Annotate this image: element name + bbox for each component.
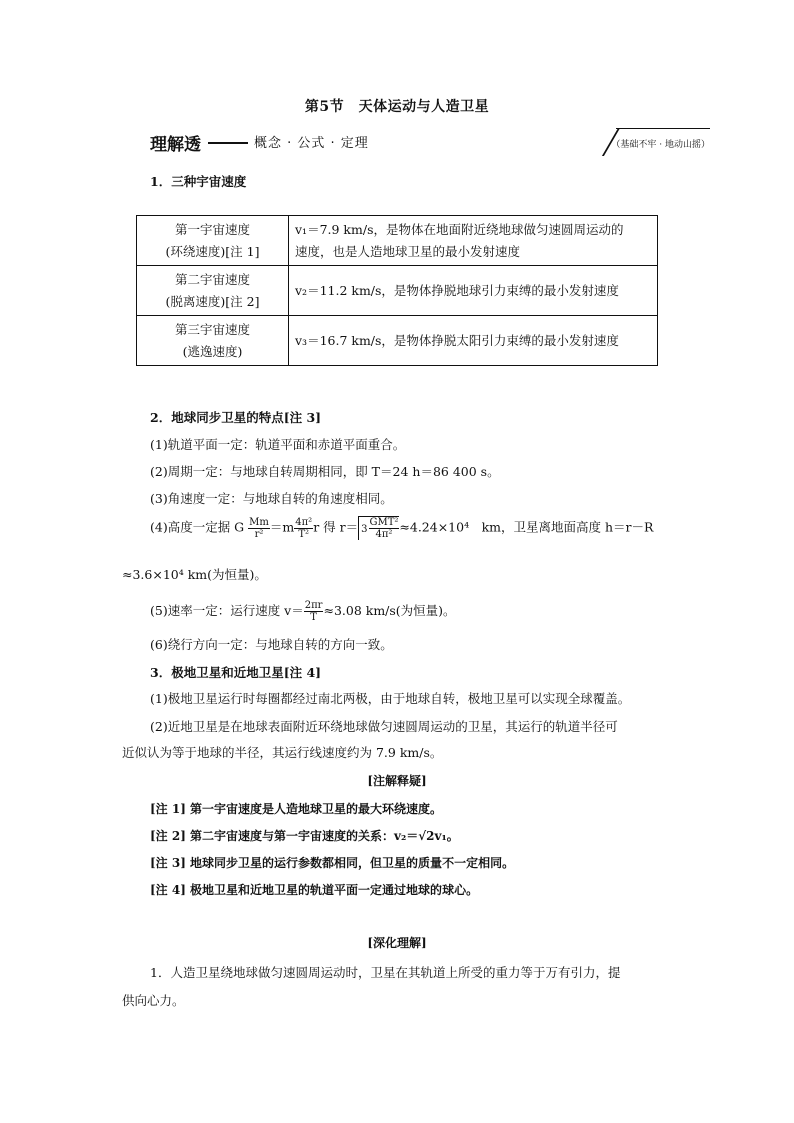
section-1-heading: 1．三种宇宙速度 <box>150 174 247 189</box>
item-text: (4)高度一定据 G <box>150 519 245 535</box>
fraction-gmt2-4pi2 <box>369 517 400 540</box>
s2-item-1: (1)轨道平面一定：轨道平面和赤道平面重合。 <box>150 437 406 452</box>
cosmic-speed-table <box>136 215 658 366</box>
cell-text: 第一宇宙速度 <box>174 221 250 237</box>
fraction-4pi2-t2 <box>294 517 313 540</box>
cell-text: (环绕速度)[注 1] <box>165 243 260 259</box>
table-cell-desc <box>289 216 658 266</box>
item-text: (5)速率一定：运行速度 v＝ <box>150 603 304 618</box>
section-3-heading: 3．极地卫星和近地卫星[注 4] <box>150 665 322 680</box>
s3-paragraph-2b: 近似认为等于地球的半径，其运行线速度约为 7.9 km/s。 <box>122 745 443 760</box>
banner-top-line <box>616 128 710 129</box>
s3-paragraph-2a: (2)近地卫星是在地球表面附近环绕地球做匀速圆周运动的卫星，其运行的轨道半径可 <box>150 719 618 734</box>
note-2: [注 2] 第二宇宙速度与第一宇宙速度的关系：v₂＝√2v₁。 <box>150 829 459 843</box>
note-1: [注 1] 第一宇宙速度是人造地球卫星的最大环绕速度。 <box>150 802 443 816</box>
note-4: [注 4] 极地卫星和近地卫星的轨道平面一定通过地球的球心。 <box>150 883 479 897</box>
table-cell-name <box>137 266 289 316</box>
frac-den: r² <box>254 528 264 540</box>
banner-main-text: 理解透 <box>150 135 201 155</box>
cell-text: 第三宇宙速度 <box>174 321 250 337</box>
deep-paragraph-1a: 1．人造卫星绕地球做匀速圆周运动时，卫星在其轨道上所受的重力等于万有引力，提 <box>150 965 621 980</box>
formula-text: ＝m <box>269 519 295 535</box>
s2-item-5 <box>150 600 456 623</box>
frac-num: 2πr <box>304 600 323 611</box>
cell-text: (逃逸速度) <box>182 343 243 359</box>
note-3: [注 3] 地球同步卫星的运行参数都相同，但卫星的质量不一定相同。 <box>150 856 515 870</box>
table-cell-name <box>137 216 289 266</box>
cell-text: 速度，也是人造地球卫星的最小发射速度 <box>295 243 521 259</box>
s2-item-4 <box>150 516 653 540</box>
s2-item-4-cont: ≈3.6×10⁴ km(为恒量)。 <box>122 567 267 582</box>
table-cell-desc <box>289 266 658 316</box>
table-row <box>137 216 658 266</box>
fraction-mm-r2 <box>248 517 270 540</box>
frac-num: 4π² <box>295 516 313 528</box>
s2-item-3: (3)角速度一定：与地球自转的角速度相同。 <box>150 491 393 506</box>
banner-sub-text: 概念 · 公式 · 定理 <box>254 136 369 151</box>
deep-heading: [深化理解] <box>367 936 427 950</box>
section-banner <box>150 130 710 154</box>
item-text: 得 r＝ <box>323 519 359 535</box>
frac-den: T <box>310 612 317 623</box>
page-title: 第5节 天体运动与人造卫星 <box>304 99 490 115</box>
formula-text: r <box>313 519 320 535</box>
item-text: ≈4.24×10⁴ km，卫星离地面高度 h＝r－R <box>399 519 654 535</box>
table-row <box>137 316 658 366</box>
s2-item-6: (6)绕行方向一定：与地球自转的方向一致。 <box>150 637 393 652</box>
frac-num: Mm <box>249 516 269 528</box>
table-cell-name <box>137 316 289 366</box>
item-text: ≈3.08 km/s(为恒量)。 <box>323 603 456 618</box>
s2-item-2: (2)周期一定：与地球自转周期相同，即 T＝24 h＝86 400 s。 <box>150 464 500 479</box>
cell-text: (脱离速度)[注 2] <box>165 293 260 309</box>
cell-text: v₂＝11.2 km/s，是物体挣脱地球引力束缚的最小发射速度 <box>295 282 619 298</box>
root-sign: 3 $\frac{\text{GMT²}}{\text{4π²}}$ <box>358 516 399 540</box>
notes-heading: [注解释疑] <box>367 774 427 788</box>
cell-text: 第二宇宙速度 <box>174 271 250 287</box>
frac-den: 4π² <box>375 529 393 540</box>
fraction-2pir-t <box>304 600 324 623</box>
banner-rule <box>208 142 248 144</box>
frac-num: GMT² <box>369 517 399 528</box>
frac-den: T² <box>298 528 310 540</box>
banner-note-text: （基础不牢 · 地动山摇） <box>611 140 710 150</box>
cell-text: v₁＝7.9 km/s，是物体在地面附近绕地球做匀速圆周运动的 <box>295 221 624 237</box>
table-cell-desc <box>289 316 658 366</box>
deep-paragraph-1b: 供向心力。 <box>122 993 185 1008</box>
s3-paragraph-1: (1)极地卫星运行时每圈都经过南北两极，由于地球自转，极地卫星可以实现全球覆盖。 <box>150 691 631 706</box>
section-2-heading: 2．地球同步卫星的特点[注 3] <box>150 410 322 425</box>
cell-text: v₃＝16.7 km/s，是物体挣脱太阳引力束缚的最小发射速度 <box>295 332 619 348</box>
table-row <box>137 266 658 316</box>
